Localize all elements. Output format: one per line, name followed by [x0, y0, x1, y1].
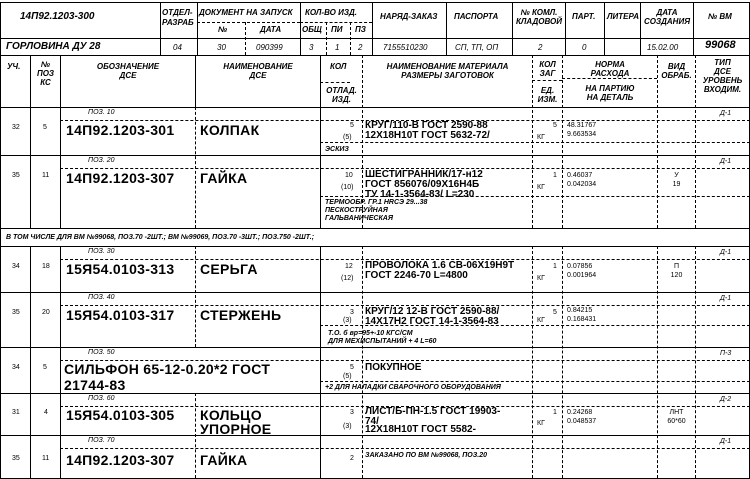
material-line: ПОКУПНОЕ [365, 362, 422, 373]
kol-value: 3 [350, 309, 354, 316]
note-line: ЭСКИЗ [325, 146, 349, 153]
col-litera: ЛИТЕРА [607, 12, 640, 21]
otlad-value: (3) [343, 423, 352, 430]
kol-value: 12 [345, 263, 353, 270]
doc-num-value: 30 [217, 43, 226, 52]
col-num: № [218, 25, 228, 34]
kolzag-value: 1 [553, 409, 557, 416]
pz-value: 2 [358, 43, 363, 52]
kol-value: 3 [350, 409, 354, 416]
col-poz: № ПОЗ КС [36, 60, 55, 87]
dse-name: 21744-83 [64, 377, 126, 393]
material-line: ЛИСТ/Б-ПН-1.5 ГОСТ 19903- [365, 406, 501, 417]
col-oboz: ОБОЗНАЧЕНИЕ ДСЕ [96, 62, 160, 80]
uch-value: 34 [12, 263, 20, 270]
vm-value: 99068 [705, 39, 736, 51]
poz-label: ПОЗ. 10 [88, 109, 115, 116]
norma-detal: 0.042034 [567, 181, 597, 188]
tip-dse: Д-1 [720, 249, 732, 256]
col-part: ПАРТ. [572, 12, 596, 21]
ed-value: КГ [537, 134, 545, 141]
ed-value: КГ [537, 317, 545, 324]
col-data-sozd: ДАТА СОЗДАНИЯ [643, 8, 691, 26]
note-line: ТЕРМООБР. ГР.1 HRCЭ 29...38 [325, 199, 428, 206]
dse-name: СЕРЬГА [200, 261, 258, 277]
uch-value: 35 [12, 309, 20, 316]
col-naryad: НАРЯД-ЗАКАЗ [380, 12, 438, 21]
norma-detal: 0.168431 [567, 316, 597, 323]
col-obshch: ОБЩ [302, 25, 322, 34]
material-line: ШЕСТИГРАННИК/17-н12 [365, 169, 483, 180]
tip-dse: Д-2 [720, 396, 732, 403]
uch-value: 34 [12, 364, 20, 371]
vid-value: П [673, 263, 680, 270]
poz-number: 18 [42, 263, 50, 270]
norma-detal: 9.663534 [567, 131, 597, 138]
col-uch: УЧ. [7, 62, 21, 71]
vid-value-2: 19 [672, 181, 681, 188]
kolzag-value: 5 [553, 122, 557, 129]
kol-value: 5 [350, 364, 354, 371]
uch-value: 31 [12, 409, 20, 416]
poz-number: 5 [43, 364, 47, 371]
note-line: ПЕСКОСТРУЙНАЯ [325, 207, 388, 214]
poz-label: ПОЗ. 40 [88, 294, 115, 301]
norma-detal: 0.048537 [567, 418, 597, 425]
vid-value: ЛНТ [669, 409, 684, 416]
poz-number: 4 [44, 409, 48, 416]
material-line: 14Х17Н2 ГОСТ 14-1-3564-83 [365, 316, 499, 327]
norma-partiya: 0.24268 [567, 409, 593, 416]
dse-designation: 15Я54.0103-305 [66, 407, 175, 423]
norma-partiya: 0.46037 [567, 172, 593, 179]
col-pi: ПИ [331, 25, 343, 34]
poz-label: ПОЗ. 60 [88, 395, 115, 402]
dse-name: КОЛПАК [200, 122, 260, 138]
kolzag-value: 1 [553, 263, 557, 270]
material-line: КРУГ/12 12-В ГОСТ 2590-88/ [365, 306, 500, 317]
col-kolvo: КОЛ-ВО ИЗД. [305, 8, 358, 17]
col-ed: ЕД. ИЗМ. [537, 86, 558, 104]
col-kol: КОЛ [330, 62, 347, 71]
ed-value: КГ [537, 420, 545, 427]
uch-value: 35 [12, 172, 20, 179]
dse-name: СТЕРЖЕНЬ [200, 307, 282, 323]
norma-partiya: 0.84215 [567, 307, 593, 314]
col-vm: № ВМ [708, 12, 732, 21]
including-note: В ТОМ ЧИСЛЕ ДЛЯ ВМ №99068, ПОЗ.70 -2ШТ.; ВМ №99069, ПОЗ.70 -3ШТ.; ПОЗ.750 -2ШТ.; [6, 234, 315, 241]
kol-value: 2 [350, 455, 354, 462]
norma-detal: 0.001964 [567, 272, 597, 279]
tip-dse: Д-1 [720, 110, 732, 117]
poz-label: ПОЗ. 50 [88, 349, 115, 356]
col-material: НАИМЕНОВАНИЕ МАТЕРИАЛА РАЗМЕРЫ ЗАГОТОВОК [386, 62, 509, 80]
dse-name: ГАЙКА [200, 170, 248, 186]
dse-designation: 15Я54.0103-317 [66, 307, 175, 323]
naryad-value: 7155510230 [383, 43, 428, 52]
obshch-value: 3 [309, 43, 314, 52]
tip-dse: П-3 [720, 350, 732, 357]
col-document: ДОКУМЕНТ НА ЗАПУСК [199, 8, 293, 17]
poz-label: ПОЗ. 20 [88, 157, 115, 164]
tip-dse: Д-1 [720, 438, 732, 445]
otdel-value: 04 [173, 43, 182, 52]
note-line: ГАЛЬВАНИЧЕСКАЯ [325, 215, 393, 222]
kol-value: 5 [350, 122, 354, 129]
material-line: 12Х18Н10Т ГОСТ 5582- [365, 424, 476, 435]
dse-name: ГАЙКА [200, 452, 248, 468]
norma-partiya: 48.31767 [567, 122, 597, 129]
dse-designation: 14П92.1203-301 [66, 122, 175, 138]
vid-value-2: 120 [670, 272, 683, 279]
otlad-value: (12) [341, 275, 354, 282]
col-norma: НОРМА РАСХОДА [590, 60, 630, 78]
note-line: ДЛЯ МЕХИСПЫТАНИЙ + 4 L=60 [328, 338, 437, 345]
ed-value: КГ [537, 275, 545, 282]
col-tip: ТИП ДСЕ УРОВЕНЬ ВХОДИМ. [702, 58, 743, 94]
note-line: Т.О. б вр=95+-10 КГС/СМ [328, 330, 413, 337]
otlad-value: (5) [343, 373, 352, 380]
dse-designation: 14П92.1203-307 [66, 170, 175, 186]
dse-designation: СИЛЬФОН 65-12-0.20*2 ГОСТ [64, 361, 271, 377]
material-line: КРУГ/110-В ГОСТ 2590-88 [365, 120, 488, 131]
material-line: ГОСТ 2246-70 L=4800 [365, 270, 468, 281]
col-date: ДАТА [260, 25, 282, 34]
poz-number: 11 [42, 172, 50, 179]
poz-label: ПОЗ. 70 [88, 437, 115, 444]
material-line: 12Х18Н10Т ГОСТ 5632-72/ [365, 130, 490, 141]
col-vid: ВИД ОБРАБ. [661, 62, 692, 80]
tip-dse: Д-1 [720, 158, 732, 165]
col-naim: НАИМЕНОВАНИЕ ДСЕ [223, 62, 293, 80]
material-line: ГОСТ 856076/09Х16Н4Б [365, 179, 480, 190]
dse-designation: 14П92.1203-307 [66, 452, 175, 468]
norma-partiya: 0.07856 [567, 263, 593, 270]
vid-value: У [674, 172, 679, 179]
poz-number: 20 [42, 309, 50, 316]
dse-name-2: УПОРНОЕ [200, 421, 272, 437]
material-line: ПРОВОЛОКА 1.6 СВ-06Х19Н9Т [365, 260, 515, 271]
product-name: ГОРЛОВИНА ДУ 28 [6, 41, 101, 52]
kolzag-value: 5 [553, 309, 557, 316]
kolzag-value: 1 [553, 172, 557, 179]
komp-value: 2 [538, 43, 543, 52]
part-value: 0 [582, 43, 587, 52]
material-line: ЗАКАЗАНО ПО ВМ №99068, ПОЗ.20 [365, 452, 487, 459]
col-otdel: ОТДЕЛ- РАЗРАБ [162, 8, 194, 27]
col-na-partiyu: НА ПАРТИЮ НА ДЕТАЛЬ [585, 84, 635, 102]
col-komp: № КОМЛ. КЛАДОВОЙ [515, 8, 563, 26]
otlad-value: (5) [343, 134, 352, 141]
poz-number: 5 [43, 124, 47, 131]
vid-value-2: 60*60 [667, 418, 686, 425]
otlad-value: (10) [341, 184, 354, 191]
col-kolzag: КОЛ ЗАГ [539, 60, 556, 78]
dse-name: КОЛЬЦО [200, 407, 262, 423]
col-pasport: ПАСПОРТА [454, 12, 499, 21]
poz-number: 11 [42, 455, 50, 462]
data-sozd-value: 15.02.00 [647, 43, 679, 52]
poz-label: ПОЗ. 30 [88, 248, 115, 255]
pasport-value: СП, ТП, ОП [455, 43, 499, 52]
col-pz: ПЗ [355, 25, 366, 34]
dse-designation: 15Я54.0103-313 [66, 261, 175, 277]
col-otlad: ОТЛАД. ИЗД. [326, 86, 357, 104]
material-line: ТУ 14-1-3564-83/ L=230 [365, 189, 475, 200]
note-line: +2 ДЛЯ НАЛАДКИ СВАРОЧНОГО ОБОРУДОВАНИЯ [325, 384, 501, 391]
pi-value: 1 [335, 43, 340, 52]
uch-value: 32 [12, 124, 20, 131]
material-line: 74/ [365, 416, 379, 427]
tip-dse: Д-1 [720, 295, 732, 302]
uch-value: 35 [12, 455, 20, 462]
doc-code: 14П92.1203-300 [20, 11, 95, 22]
ed-value: КГ [537, 184, 545, 191]
otlad-value: (3) [343, 317, 352, 324]
doc-date-value: 090399 [256, 43, 283, 52]
kol-value: 10 [345, 172, 353, 179]
